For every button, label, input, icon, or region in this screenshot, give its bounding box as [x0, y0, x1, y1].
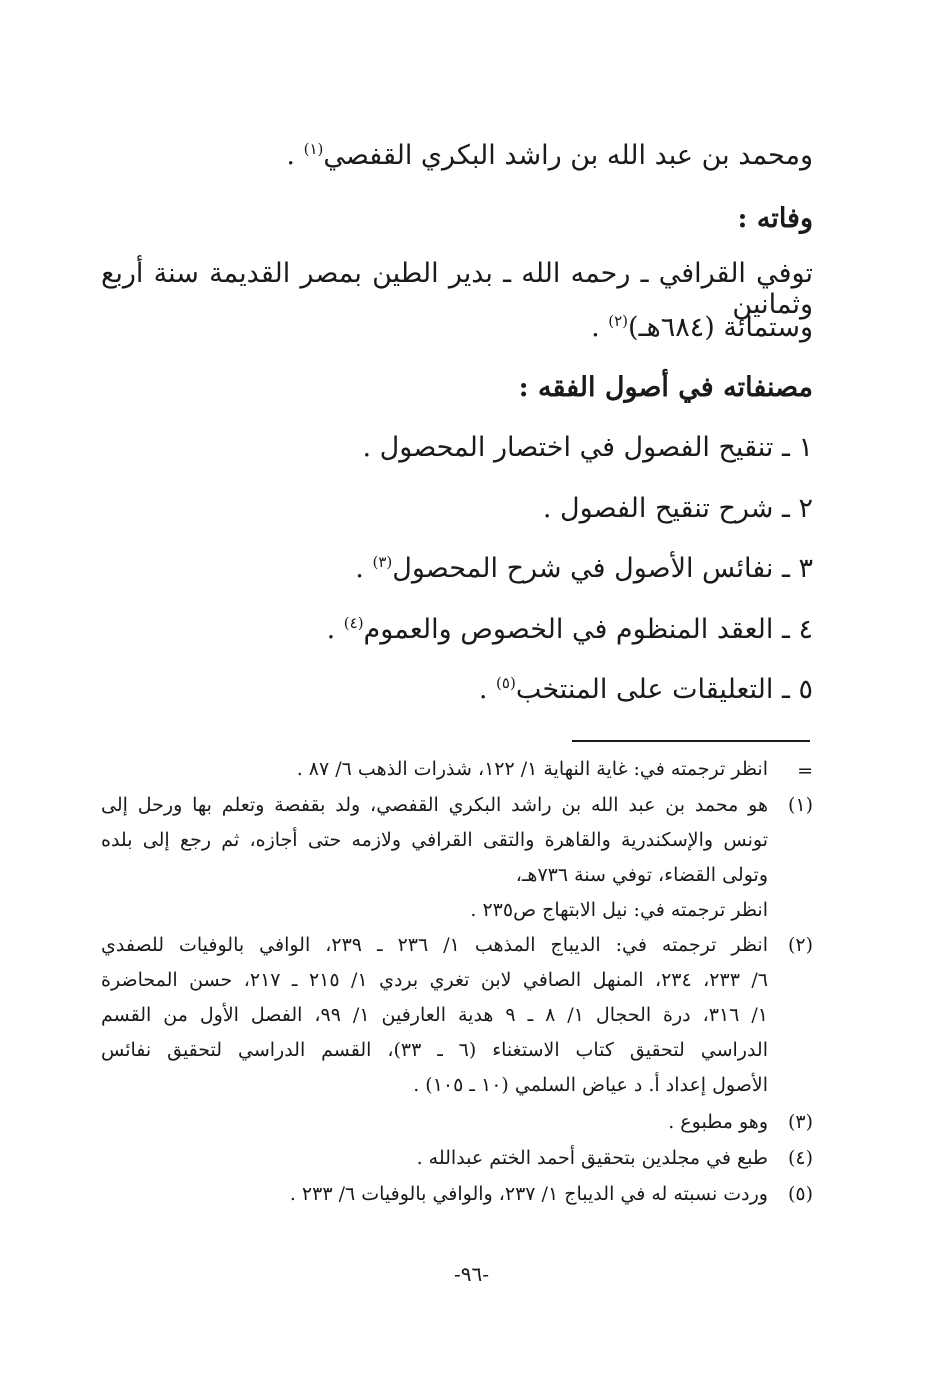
heading-works: مصنفاته في أصول الفقه :: [518, 372, 813, 403]
footnote-3-number: (٣): [787, 1111, 813, 1133]
footnote-1-line-1: هو محمد بن عبد الله بن راشد البكري القفصي، ولد بقفصة وتعلم بها ورحل إلى: [101, 794, 768, 816]
work-item-2: [543, 493, 813, 524]
footnote-2-line-2: ٦/ ٢٣٣، ٢٣٤، المنهل الصافي لابن تغري بردي ١/ ٢١٥ ـ ٢١٧، حسن المحاضرة: [101, 969, 768, 991]
death-line-2-end: .: [591, 312, 609, 343]
page-number: -٩٦-: [453, 1262, 489, 1286]
body-line-1: [286, 140, 813, 171]
death-line-2-text: وستمائة (٦٨٤هـ): [628, 312, 813, 343]
body-line-1-text: ومحمد بن عبد الله بن راشد البكري القفصي: [323, 140, 813, 171]
footnote-1-line-2: تونس والإسكندرية والقاهرة والتقى القرافي ولازمه حتى أجازه، ثم رجع إلى بلده: [101, 829, 768, 851]
work-item-3-text: ٣ ـ نفائس الأصول في شرح المحصول: [392, 553, 813, 584]
footnote-4-text: طبع في مجلدين بتحقيق أحمد الختم عبدالله .: [416, 1147, 768, 1169]
footnote-ref-2: (٢): [608, 312, 629, 330]
footnote-2-line-3: ١/ ٣١٦، درة الحجال ١/ ٨ ـ ٩ هدية العارفين ١/ ٩٩، الفصل الأول من القسم: [101, 1004, 768, 1026]
footnote-5-text: وردت نسبته له في الديباج ١/ ٢٣٧، والوافي بالوفيات ٦/ ٢٣٣ .: [289, 1183, 768, 1205]
heading-death: وفاته :: [737, 203, 813, 234]
work-item-1-text: ١ ـ تنقيح الفصول في اختصار المحصول .: [362, 432, 813, 463]
death-line-1: توفي القرافي ـ رحمه الله ـ بدير الطين بمصر القديمة سنة أربع وثمانين: [101, 258, 813, 320]
footnote-continuation-text: انظر ترجمته في: غاية النهاية ١/ ١٢٢، شذرات الذهب ٦/ ٨٧ .: [296, 758, 768, 780]
footnote-ref-1: (١): [303, 140, 324, 158]
work-item-3: [355, 553, 813, 584]
footnote-continuation-marker: =: [797, 760, 813, 782]
work-item-5-end: .: [478, 674, 497, 705]
work-item-4-end: .: [326, 614, 344, 645]
work-item-1: [362, 432, 813, 463]
work-item-4-text: ٤ ـ العقد المنظوم في الخصوص والعموم: [363, 614, 813, 645]
footnote-4-number: (٤): [787, 1147, 813, 1169]
footnote-2-line-1: انظر ترجمته في: الديباج المذهب ١/ ٢٣٦ ـ ٢٣٩، الوافي بالوفيات للصفدي: [101, 934, 768, 956]
footnote-1-line-4: انظر ترجمته في: نيل الابتهاج ص٢٣٥ .: [470, 899, 768, 921]
footnote-2-line-5: الأصول إعداد أ. د عياض السلمي (١٠ ـ ١٠٥) .: [413, 1074, 768, 1096]
work-item-4: [327, 614, 813, 645]
footnote-1-line-3: وتولى القضاء، توفي سنة ٧٣٦هـ،: [515, 864, 768, 886]
footnote-2-line-4: الدراسي لتحقيق كتاب الاستغناء (٦ ـ ٣٣)، القسم الدراسي لتحقيق نفائس: [101, 1039, 768, 1061]
footnote-1-number: (١): [787, 794, 813, 816]
footnote-2-number: (٢): [787, 934, 813, 956]
footnote-3-text: وهو مطبوع .: [668, 1111, 768, 1133]
footnote-ref-3: (٣): [372, 553, 393, 571]
body-line-1-end: .: [286, 140, 304, 171]
work-item-5: [479, 674, 813, 705]
work-item-5-text: ٥ ـ التعليقات على المنتخب: [515, 674, 813, 705]
work-item-2-text: ٢ ـ شرح تنقيح الفصول .: [542, 493, 813, 524]
footnote-5-number: (٥): [787, 1183, 813, 1205]
footnote-ref-4: (٤): [343, 614, 364, 632]
death-line-2: [591, 312, 813, 343]
footnote-ref-5: (٥): [496, 674, 516, 692]
work-item-3-end: .: [355, 553, 373, 584]
footnote-separator: [572, 740, 810, 742]
